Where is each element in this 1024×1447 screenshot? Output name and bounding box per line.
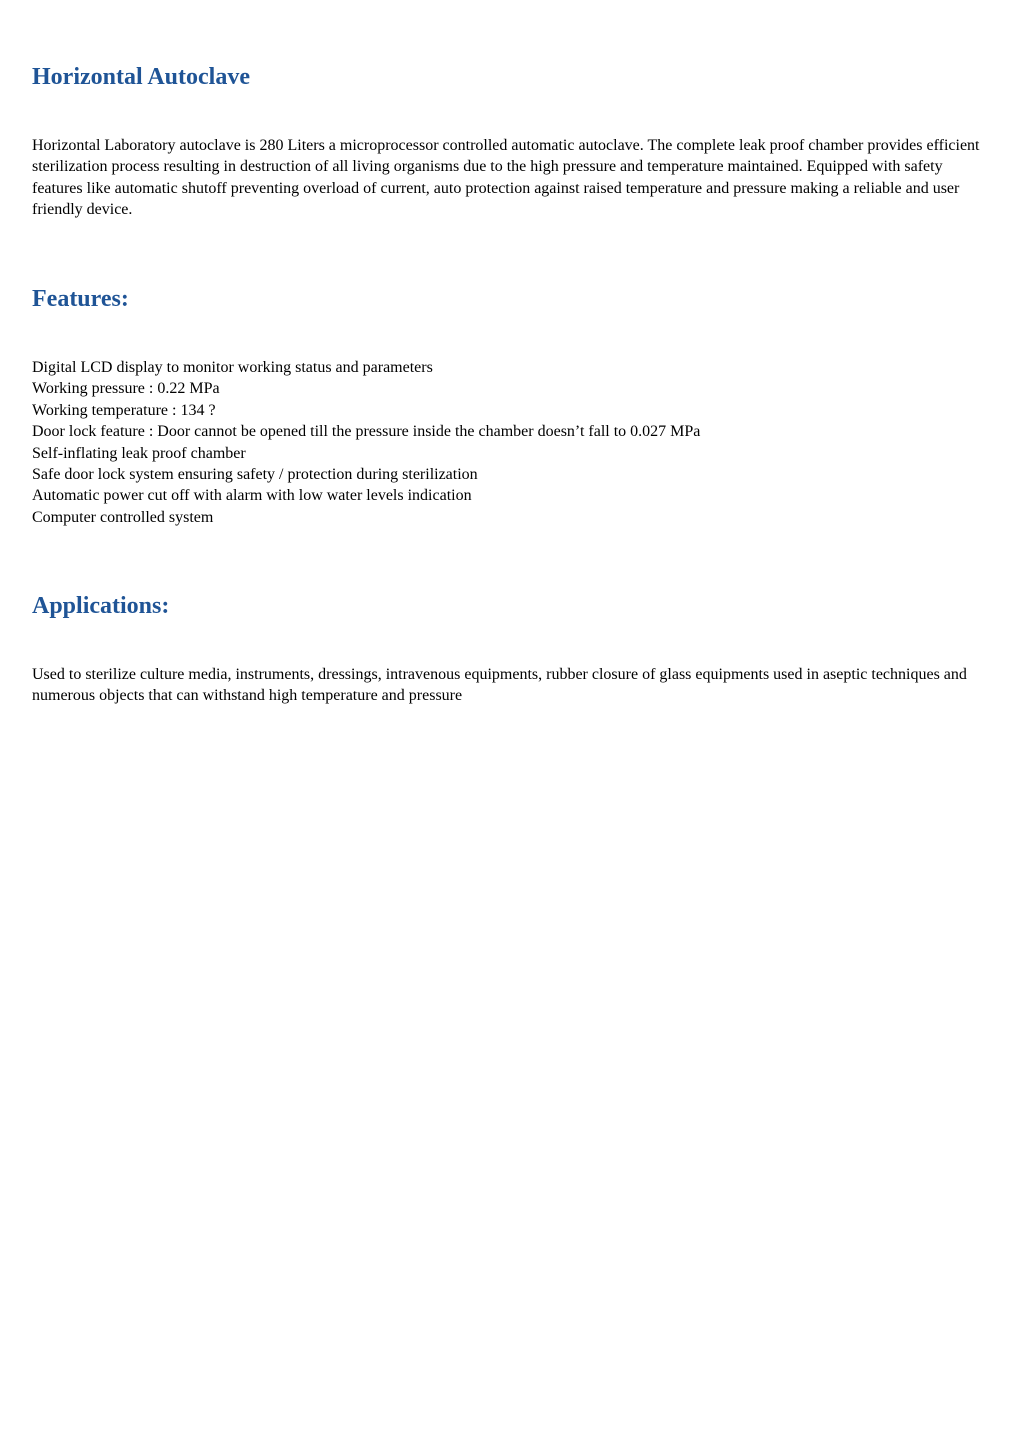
features-list <box>32 357 700 528</box>
intro-paragraph: Horizontal Laboratory autoclave is 280 Liters a microprocessor controlled automatic autoclave. The complete leak proof chamber provides efficient sterilization process resulting in destruction of all living organisms due to the high pressure and temperature maintained. Equipped with safety features like automatic shutoff preventing overload of current, auto protection against raised temperature and pressure making a reliable and user friendly device. <box>32 137 980 219</box>
page-title: Horizontal Autoclave <box>32 64 250 90</box>
feature-item: Computer controlled system <box>32 508 214 526</box>
feature-item: Safe door lock system ensuring safety / protection during sterilization <box>32 466 478 484</box>
feature-item: Automatic power cut off with alarm with low water levels indication <box>32 487 472 505</box>
applications-paragraph: Used to sterilize culture media, instruments, dressings, intravenous equipments, rubber closure of glass equipments used in aseptic techniques and numerous objects that can withstand high temperature and pressure <box>32 666 967 705</box>
features-heading: Features: <box>32 286 129 312</box>
applications-heading: Applications: <box>32 593 170 619</box>
feature-item: Working pressure : 0.22 MPa <box>32 380 220 398</box>
feature-item: Digital LCD display to monitor working status and parameters <box>32 359 433 376</box>
feature-item: Working temperature : 134 ? <box>32 401 216 419</box>
feature-item: Door lock feature : Door cannot be opened till the pressure inside the chamber doesn’t fall to 0.027 MPa <box>32 423 701 441</box>
feature-item: Self-inflating leak proof chamber <box>32 444 246 462</box>
